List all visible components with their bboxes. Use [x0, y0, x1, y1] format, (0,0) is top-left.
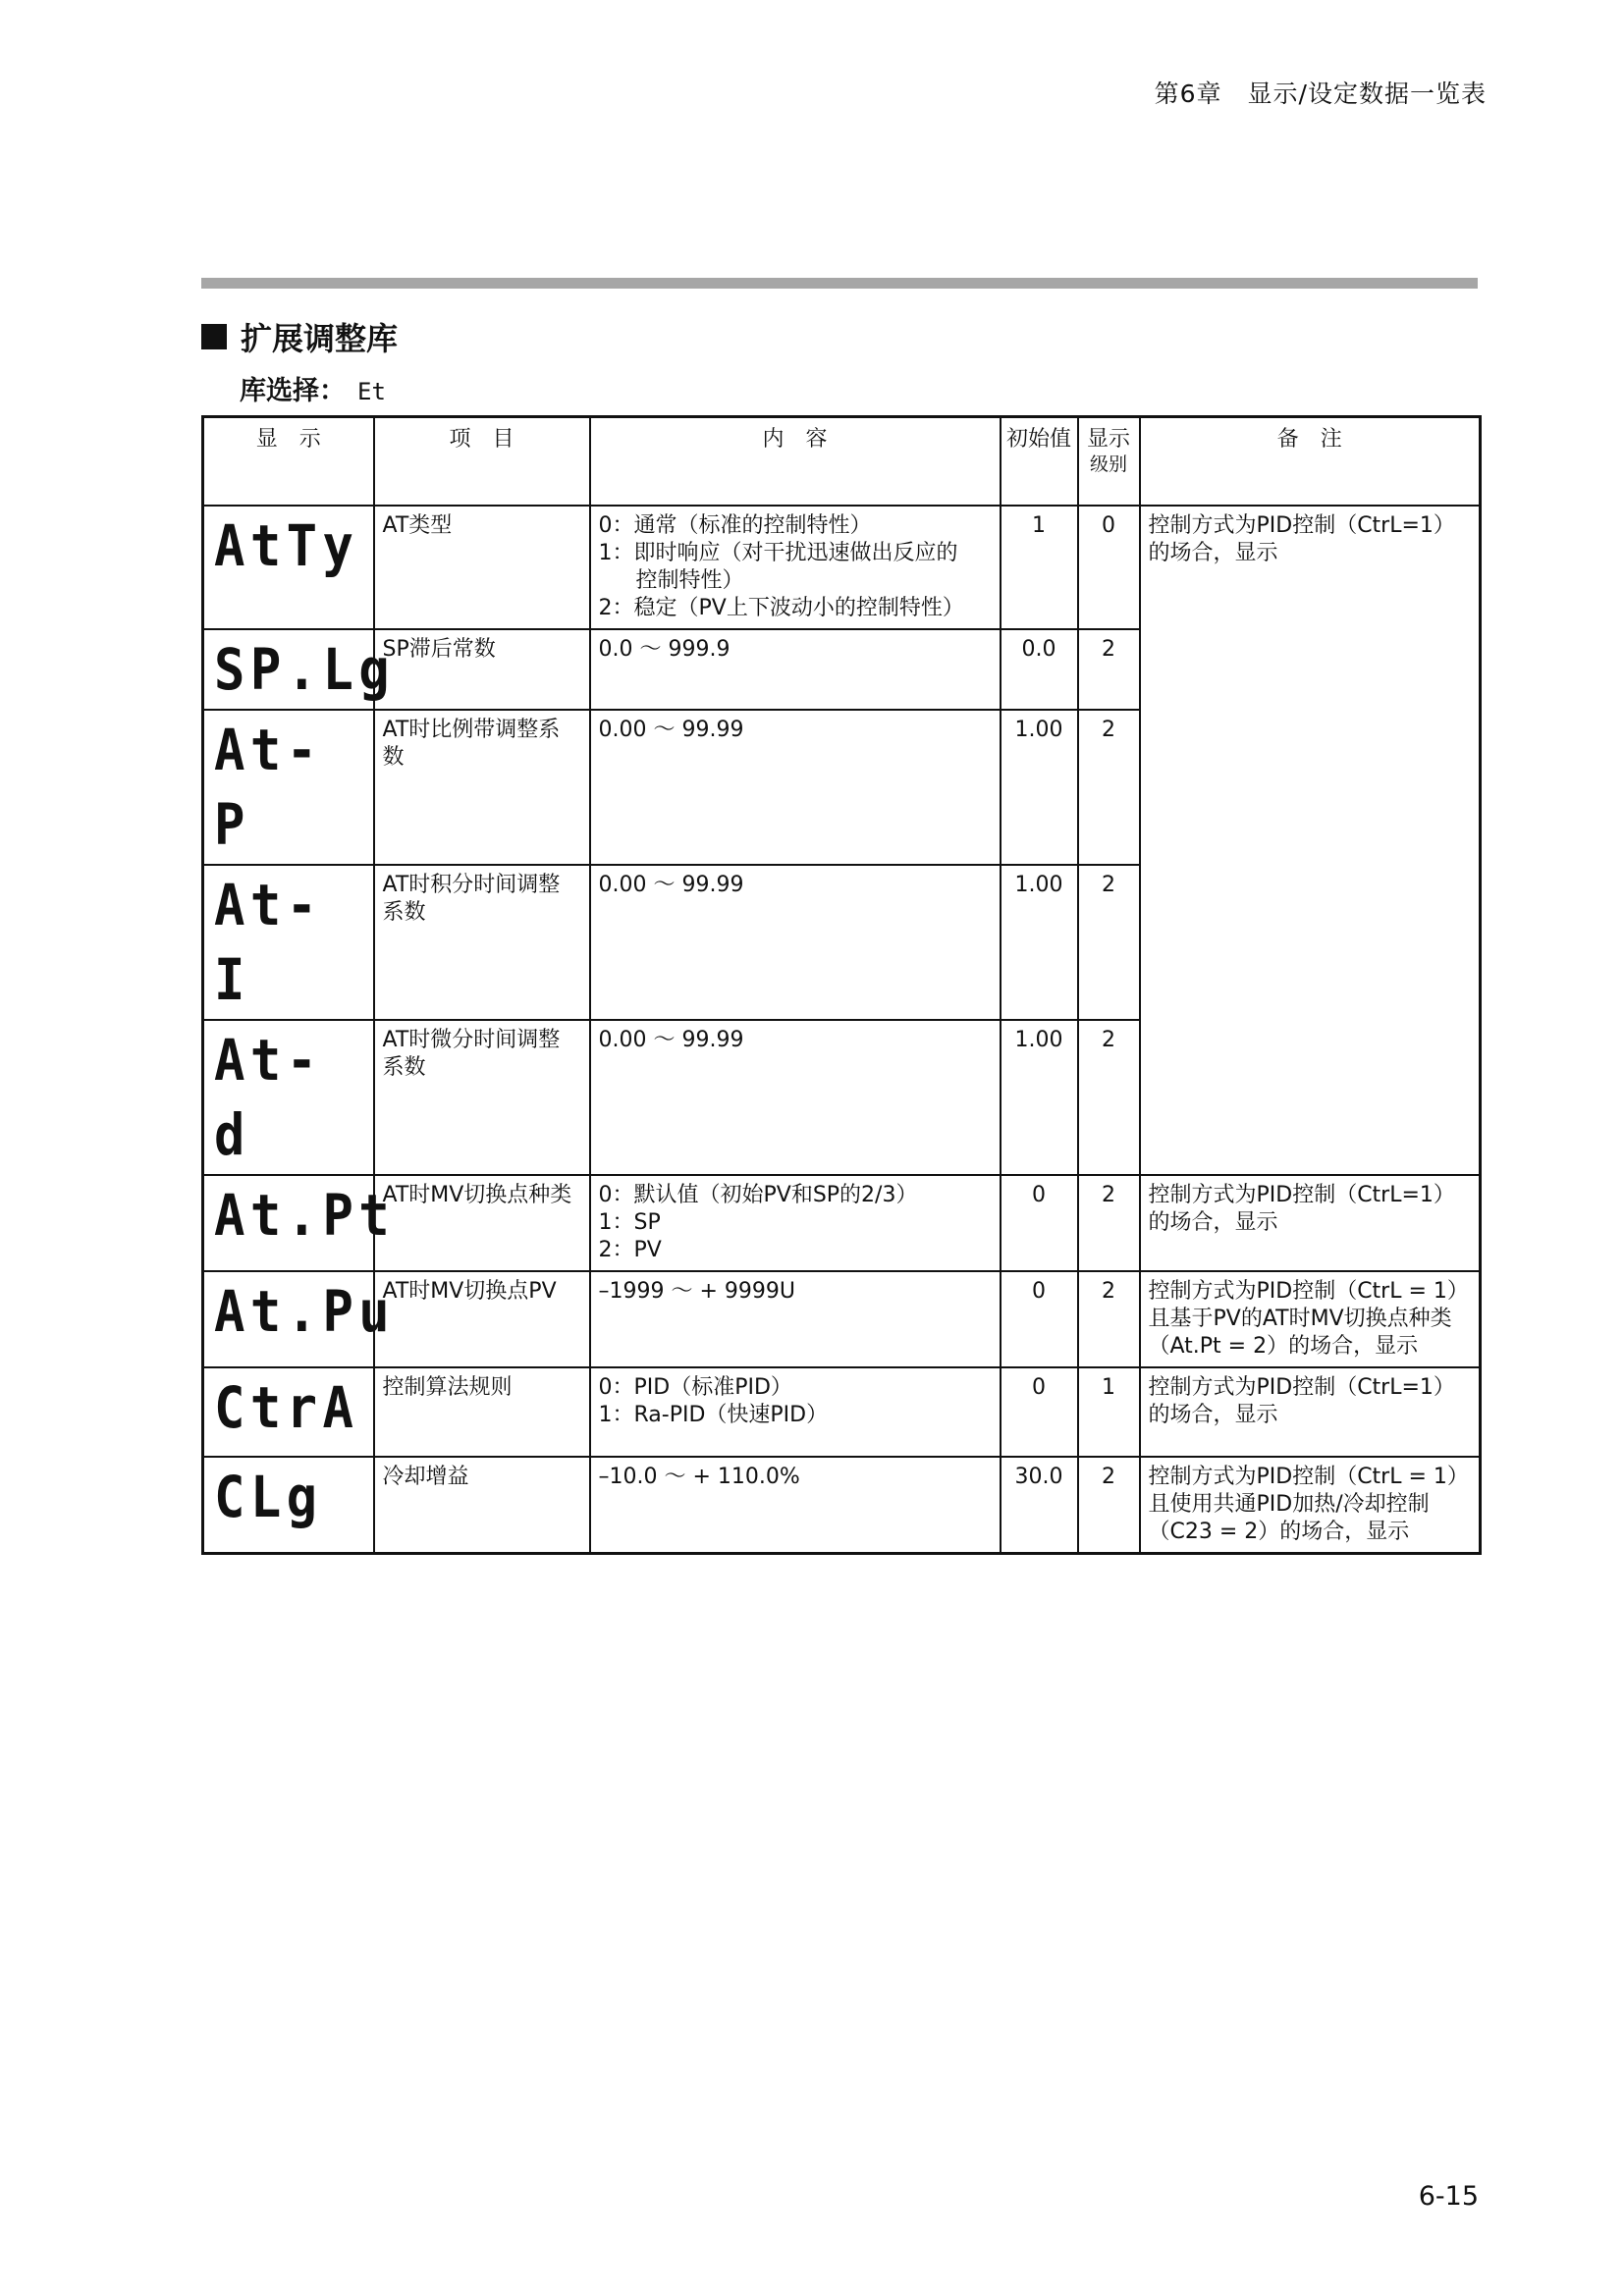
content-line: 1：即时响应（对干扰迅速做出反应的 — [598, 541, 958, 565]
content-line: 0.00 ～ 99.99 — [598, 1028, 744, 1052]
content-line: 0：PID（标准PID） — [598, 1375, 792, 1400]
remarks-cell: 控制方式为PID控制（CtrL=1）的场合，显示 — [1140, 1175, 1481, 1271]
content-cell — [590, 1271, 1001, 1367]
remarks-cell: 控制方式为PID控制（CtrL = 1）且使用共通PID加热/冷却控制（C23 = 2）的场合，显示 — [1140, 1457, 1481, 1554]
parameter-table — [201, 415, 1482, 1555]
initial-value: 0 — [1001, 1175, 1078, 1271]
content-line: 1：Ra-PID（快速PID） — [598, 1403, 829, 1427]
header-item: 项 目 — [374, 417, 590, 507]
content-cell — [590, 865, 1001, 1020]
header-content: 内 容 — [590, 417, 1001, 507]
initial-value: 1.00 — [1001, 1020, 1078, 1175]
segment-display: At.Pt — [214, 1182, 396, 1249]
item-cell: SP滞后常数 — [374, 629, 590, 710]
content-line: –1999 ～ + 9999U — [598, 1279, 795, 1304]
content-cell — [590, 1367, 1001, 1457]
content-line: 0.00 ～ 99.99 — [598, 873, 744, 897]
square-bullet-icon — [201, 324, 227, 349]
content-line: –10.0 ～ + 110.0% — [598, 1465, 800, 1489]
initial-value: 1.00 — [1001, 710, 1078, 865]
item-cell: AT时MV切换点种类 — [374, 1175, 590, 1271]
content-line: 0.0 ～ 999.9 — [598, 637, 731, 662]
item-cell: AT时积分时间调整系数 — [374, 865, 590, 1020]
segment-display: At-P — [214, 717, 323, 858]
remarks-cell: 控制方式为PID控制（CtrL=1）的场合，显示 — [1140, 1367, 1481, 1457]
header-level-line2: 级别 — [1089, 454, 1127, 475]
content-line: 2：PV — [598, 1238, 662, 1262]
table-row — [203, 1175, 1481, 1271]
remarks-cell: 控制方式为PID控制（CtrL = 1）且基于PV的AT时MV切换点种类（At.Pt = 2）的场合，显示 — [1140, 1271, 1481, 1367]
section-divider — [201, 278, 1478, 289]
display-level: 2 — [1078, 1175, 1140, 1271]
content-cell — [590, 629, 1001, 710]
table-row — [203, 1271, 1481, 1367]
display-level: 2 — [1078, 865, 1140, 1020]
initial-value: 0 — [1001, 1271, 1078, 1367]
table-header-row — [203, 417, 1481, 507]
item-cell: 控制算法规则 — [374, 1367, 590, 1457]
content-line: 0：默认值（初始PV和SP的2/3） — [598, 1183, 918, 1207]
display-level: 2 — [1078, 1271, 1140, 1367]
content-cell — [590, 506, 1001, 629]
content-line: 控制特性） — [635, 568, 744, 593]
content-line: 0：通常（标准的控制特性） — [598, 513, 872, 538]
segment-display: AtTy — [214, 512, 359, 579]
content-cell — [590, 1457, 1001, 1554]
item-cell: 冷却增益 — [374, 1457, 590, 1554]
initial-value: 0 — [1001, 1367, 1078, 1457]
segment-display: At-d — [214, 1027, 323, 1168]
content-line: 2：稳定（PV上下波动小的控制特性） — [598, 596, 964, 620]
display-level: 2 — [1078, 1020, 1140, 1175]
initial-value: 1.00 — [1001, 865, 1078, 1020]
initial-value: 1 — [1001, 506, 1078, 629]
item-cell: AT时微分时间调整系数 — [374, 1020, 590, 1175]
section-title — [201, 314, 398, 359]
item-cell: AT时比例带调整系数 — [374, 710, 590, 865]
item-cell: AT类型 — [374, 506, 590, 629]
content-line: 0.00 ～ 99.99 — [598, 718, 744, 742]
content-cell — [590, 710, 1001, 865]
display-level: 2 — [1078, 1457, 1140, 1554]
display-level: 1 — [1078, 1367, 1140, 1457]
content-cell — [590, 1020, 1001, 1175]
table-row — [203, 1457, 1481, 1554]
item-cell: AT时MV切换点PV — [374, 1271, 590, 1367]
header-initial: 初始值 — [1001, 417, 1078, 507]
table-row — [203, 506, 1481, 629]
display-level: 2 — [1078, 629, 1140, 710]
chapter-header: 第6章 显示/设定数据一览表 — [1154, 80, 1487, 108]
bank-select-code: Et — [357, 378, 386, 405]
table-row — [203, 1367, 1481, 1457]
initial-value: 30.0 — [1001, 1457, 1078, 1554]
display-level: 2 — [1078, 710, 1140, 865]
remarks-cell: 控制方式为PID控制（CtrL=1）的场合，显示 — [1140, 506, 1481, 1175]
segment-display: CtrA — [214, 1374, 359, 1441]
segment-display: At.Pu — [214, 1278, 396, 1345]
bank-select-label: 库选择： — [240, 376, 346, 406]
header-level — [1078, 417, 1140, 507]
header-level-line1: 显示 — [1086, 427, 1130, 452]
segment-display: At-I — [214, 872, 323, 1013]
bank-select — [240, 369, 386, 407]
segment-display: CLg — [214, 1464, 323, 1530]
segment-display: SP.Lg — [214, 636, 396, 703]
content-cell — [590, 1175, 1001, 1271]
header-display: 显 示 — [203, 417, 374, 507]
content-line: 1：SP — [598, 1210, 661, 1235]
initial-value: 0.0 — [1001, 629, 1078, 710]
page-number: 6-15 — [1418, 2181, 1479, 2212]
header-remarks: 备 注 — [1140, 417, 1481, 507]
section-title-text: 扩展调整库 — [241, 320, 399, 357]
display-level: 0 — [1078, 506, 1140, 629]
